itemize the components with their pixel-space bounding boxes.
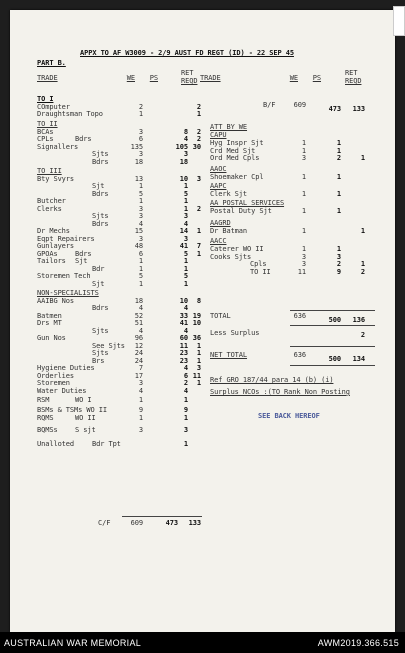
left-row-ps: 14 — [179, 227, 188, 235]
right-row-we: 3 — [301, 260, 306, 268]
left-row-ps: 1 — [183, 257, 188, 265]
col-ret-right: RET — [345, 69, 358, 77]
left-row-we: 15 — [134, 227, 143, 235]
left-row-rank: Sjts — [92, 326, 109, 335]
right-row-we: 1 — [301, 190, 306, 198]
left-row-ps: 11 — [179, 341, 188, 350]
right-row-label: Ord Med Cpls — [210, 154, 260, 162]
left-row-ps: 23 — [179, 356, 188, 365]
col-we: WE — [126, 74, 135, 82]
left-row-ret: 2 — [196, 135, 201, 143]
right-total-label: TOTAL — [210, 312, 231, 320]
left-row-we: 3 — [138, 426, 143, 434]
left-row-ps: 1 — [183, 414, 188, 422]
left-row-we: 52 — [134, 311, 143, 320]
left-row-ret: 10 — [192, 319, 201, 327]
left-row-label: Gun Nos — [37, 334, 66, 342]
left-row-label: CPLs — [37, 135, 54, 143]
net-total-ps: 500 — [328, 355, 341, 363]
left-row-we: 1 — [138, 414, 143, 422]
left-row-ps: 1 — [183, 396, 188, 404]
left-row-label: BQMSs — [37, 426, 58, 434]
left-row-label: COmputer — [37, 102, 70, 111]
left-row-label: Hygiene Duties — [37, 364, 95, 372]
left-row-we: 9 — [138, 406, 143, 414]
less-surplus-label: Less Surplus — [210, 329, 260, 337]
right-row-ps: 1 — [336, 173, 341, 181]
left-row-we: 3 — [138, 204, 143, 213]
less-surplus-ret: 2 — [360, 331, 365, 339]
left-row-label: Tailors — [37, 257, 66, 265]
left-row-we: 3 — [138, 127, 143, 136]
right-row-we: 1 — [301, 206, 306, 215]
right-bf-ps: 473 — [328, 105, 341, 113]
left-row-we: 6 — [138, 249, 143, 258]
right-row-we: 1 — [301, 245, 306, 253]
left-row-ret: 19 — [192, 311, 201, 320]
left-row-ret: 11 — [192, 371, 201, 380]
right-row-ret: 1 — [360, 154, 365, 162]
left-row-label: GPOAs — [37, 249, 58, 258]
right-row-ps: 1 — [336, 146, 341, 155]
right-bf-label: B/F — [263, 101, 276, 109]
left-row-rank: Bdrs — [92, 219, 109, 228]
right-row-we: 3 — [301, 154, 306, 162]
left-row-we: 1 — [138, 110, 143, 118]
left-row-ps: 5 — [183, 272, 188, 280]
left-row-we: 4 — [138, 326, 143, 335]
left-row-we: 3 — [138, 212, 143, 220]
footer-accession-number: AWM2019.366.515 — [317, 638, 399, 648]
left-row-label: Drs MT — [37, 319, 62, 327]
left-row-ps: 4 — [183, 219, 188, 228]
right-row-ps: 1 — [336, 245, 341, 253]
right-row-we: 1 — [301, 227, 306, 235]
net-total-rule-2 — [290, 365, 375, 366]
left-row-label: Eqpt Repairers — [37, 234, 95, 243]
left-row-rank: Bdr Tpt — [92, 440, 121, 448]
right-row-we: 11 — [297, 267, 306, 276]
col-we-right: WE — [289, 74, 298, 82]
left-row-ps: 3 — [183, 212, 188, 220]
left-row-label: RQMS — [37, 414, 54, 422]
left-row-ps: 9 — [183, 406, 188, 414]
right-row-ps: 2 — [336, 260, 341, 268]
right-row-label: Postal Duty Sjt — [210, 206, 272, 215]
left-row-rank: Sjt — [92, 182, 105, 190]
left-row-label: BSMs & TSMs WO II — [37, 406, 107, 414]
left-row-ps: 1 — [183, 279, 188, 288]
col-trade: TRADE — [37, 74, 58, 82]
right-row-ret: 1 — [360, 227, 365, 235]
left-row-ps: 1 — [183, 182, 188, 190]
col-ps-right: PS — [312, 74, 321, 82]
left-row-label: Clerks — [37, 204, 62, 213]
left-row-ret: 3 — [196, 174, 201, 183]
left-row-ps: 23 — [179, 349, 188, 357]
right-row-ret: 2 — [360, 267, 365, 276]
right-row-we: 1 — [301, 139, 306, 147]
left-row-ps: 1 — [183, 204, 188, 213]
catalogue-tag — [393, 6, 405, 36]
left-row-ps: 8 — [183, 127, 188, 136]
left-row-we: 48 — [134, 242, 143, 250]
left-row-rank: Bdrs — [75, 135, 92, 143]
left-row-label: Orderlies — [37, 371, 75, 380]
left-row-ret: 1 — [196, 341, 201, 350]
left-row-we: 18 — [134, 157, 143, 166]
document-page — [10, 10, 395, 632]
left-row-label: Gunlayers — [37, 242, 75, 250]
left-row-we: 1 — [138, 264, 143, 273]
left-row-we: 135 — [130, 142, 143, 151]
left-row-label: NON-SPECIALISTS — [37, 289, 99, 297]
right-row-label: Cpls — [250, 260, 267, 268]
left-row-ps: 33 — [179, 311, 188, 320]
left-total-ps: 473 — [165, 519, 178, 527]
left-row-label: Storemen Tech — [37, 272, 91, 280]
left-row-label: TO III — [37, 167, 62, 175]
left-row-rank: Sjts — [92, 212, 109, 220]
left-row-label: RSM — [37, 396, 50, 404]
col-reqd-right: REQD — [345, 77, 362, 85]
left-row-ret: 1 — [196, 349, 201, 357]
right-row-label: AAOC — [210, 165, 227, 173]
left-row-we: 4 — [138, 386, 143, 395]
left-row-we: 5 — [138, 189, 143, 198]
left-row-ps: 2 — [183, 379, 188, 387]
col-trade-right: TRADE — [200, 74, 221, 82]
left-row-ps: 41 — [179, 319, 188, 327]
footer-bar — [0, 632, 405, 653]
left-row-we: 7 — [138, 364, 143, 372]
left-row-ps: 4 — [183, 364, 188, 372]
left-row-ps: 4 — [183, 326, 188, 335]
left-row-we: 6 — [138, 135, 143, 143]
right-row-ps: 3 — [336, 252, 341, 261]
left-row-label: BCAs — [37, 127, 54, 136]
right-row-ret: 1 — [360, 260, 365, 268]
right-row-ps: 9 — [336, 267, 341, 276]
left-row-ps: 105 — [175, 142, 188, 151]
left-row-we: 18 — [134, 296, 143, 305]
left-row-rank: Sjt — [75, 257, 88, 265]
right-total-ret: 136 — [352, 316, 365, 324]
document-sheet — [10, 10, 395, 632]
right-row-label: AAPC — [210, 182, 227, 190]
left-row-label: Water Duties — [37, 386, 87, 395]
left-row-ret: 30 — [192, 142, 201, 151]
left-row-we: 12 — [134, 341, 143, 350]
surplus-note: Surplus NCOs :(TO Rank Non Posting — [210, 388, 350, 396]
right-row-label: Dr Batman — [210, 227, 248, 235]
col-ps: PS — [149, 74, 158, 82]
right-row-label: CAPU — [210, 131, 227, 139]
left-row-rank: Bdrs — [75, 249, 92, 258]
left-row-ps: 1 — [183, 197, 188, 205]
left-row-ps: 1 — [183, 264, 188, 273]
left-row-ret: 1 — [196, 249, 201, 258]
left-row-ps: 41 — [179, 242, 188, 250]
left-row-rank: Brs — [92, 356, 105, 365]
left-row-rank: Sjts — [92, 349, 109, 357]
left-row-we: 1 — [138, 257, 143, 265]
left-row-we: 1 — [138, 197, 143, 205]
left-row-ret: 1 — [196, 227, 201, 235]
right-row-ps: 2 — [336, 154, 341, 162]
left-row-label: AAIBG Nos — [37, 296, 75, 305]
left-row-ret: 3 — [196, 364, 201, 372]
left-row-label: Signallers — [37, 142, 79, 151]
left-row-ps: 4 — [183, 304, 188, 312]
right-total-we: 636 — [293, 312, 306, 320]
left-row-we: 3 — [138, 150, 143, 158]
left-row-we: 1 — [138, 396, 143, 404]
left-row-rank: Bdr — [92, 264, 105, 273]
left-row-ps: 5 — [183, 249, 188, 258]
left-row-ret: 7 — [196, 242, 201, 250]
left-row-we: 4 — [138, 219, 143, 228]
right-row-label: ATT BY WE — [210, 123, 248, 131]
left-row-we: 2 — [138, 102, 143, 111]
left-total-ret: 133 — [188, 519, 201, 527]
left-row-rank: Bdrs — [92, 157, 109, 166]
right-row-label: AA POSTAL SERVICES — [210, 199, 285, 207]
left-row-ps: 10 — [179, 174, 188, 183]
left-row-we: 17 — [134, 371, 143, 380]
left-row-ps: 3 — [183, 426, 188, 434]
left-row-we: 1 — [138, 279, 143, 288]
left-row-we: 13 — [134, 174, 143, 183]
right-row-we: 1 — [301, 173, 306, 181]
left-row-ps: 3 — [183, 234, 188, 243]
left-row-we: 3 — [138, 379, 143, 387]
right-row-label: AAGRD — [210, 219, 231, 227]
part-label: PART B. — [37, 59, 66, 67]
left-row-label: Dr Mechs — [37, 227, 70, 235]
right-row-ps: 1 — [336, 139, 341, 147]
left-row-ret: 8 — [196, 296, 201, 305]
left-row-we: 24 — [134, 356, 143, 365]
left-row-we: 3 — [138, 234, 143, 243]
left-row-ps: 5 — [183, 189, 188, 198]
left-row-rank: Sjt — [92, 279, 105, 288]
net-total-we: 636 — [293, 351, 306, 359]
left-row-rank: S sjt — [75, 426, 96, 434]
left-row-we: 24 — [134, 349, 143, 357]
right-bf-ret: 133 — [352, 105, 365, 113]
reference-note: Ref GRO 187/44 para 14 (b) (i) — [210, 376, 334, 384]
right-row-label: Cooks Sjts — [210, 252, 252, 261]
left-total-rule — [122, 516, 202, 517]
left-row-ps: 1 — [183, 440, 188, 448]
left-row-ret: 2 — [196, 204, 201, 213]
left-row-ret: 36 — [192, 334, 201, 342]
footer-institution: AUSTRALIAN WAR MEMORIAL — [4, 638, 142, 648]
left-row-ps: 6 — [183, 371, 188, 380]
document-header: APPX TO AF W3009 - 2/9 AUST FD REGT (ID) - 22 SEP 45 — [80, 49, 294, 57]
right-row-ps: 1 — [336, 190, 341, 198]
left-row-label: Storemen — [37, 379, 70, 387]
col-ret: RET — [181, 69, 194, 77]
left-row-rank: WO II — [75, 414, 96, 422]
left-row-ps: 4 — [183, 135, 188, 143]
col-reqd: REQD — [181, 77, 198, 85]
right-row-label: Clerk Sjt — [210, 190, 248, 198]
left-row-ret: 2 — [196, 102, 201, 111]
left-row-ret: 1 — [196, 356, 201, 365]
left-row-ps: 3 — [183, 150, 188, 158]
right-row-label: Shoemaker Cpl — [210, 173, 264, 181]
left-row-label: Draughtsman Topo — [37, 110, 103, 118]
left-row-we: 51 — [134, 319, 143, 327]
right-total-rule — [290, 310, 375, 311]
net-total-rule — [290, 346, 375, 347]
right-row-label: Hyg Inspr Sjt — [210, 139, 264, 147]
left-row-we: 1 — [138, 182, 143, 190]
right-row-label: Caterer WO II — [210, 245, 264, 253]
right-row-label: AACC — [210, 237, 227, 245]
right-row-ps: 1 — [336, 206, 341, 215]
right-row-label: TO II — [250, 267, 271, 276]
left-row-label: Unalloted — [37, 440, 75, 448]
right-row-we: 1 — [301, 146, 306, 155]
left-row-label: Butcher — [37, 197, 66, 205]
left-row-ps: 18 — [179, 157, 188, 166]
left-row-we: 96 — [134, 334, 143, 342]
left-row-ret: 1 — [196, 379, 201, 387]
net-total-ret: 134 — [352, 355, 365, 363]
left-row-ps: 60 — [179, 334, 188, 342]
net-total-label: NET TOTAL — [210, 351, 248, 359]
right-bf-we: 609 — [293, 101, 306, 109]
left-row-ret: 2 — [196, 127, 201, 136]
left-row-rank: Bdrs — [92, 304, 109, 312]
left-total-we: 609 — [130, 519, 143, 527]
left-row-label: TO I — [37, 95, 54, 103]
left-row-ps: 10 — [179, 296, 188, 305]
left-row-label: Batmen — [37, 311, 62, 320]
right-row-label: Crd Med Sjt — [210, 146, 256, 155]
see-back-stamp: SEE BACK HEREOF — [258, 412, 320, 420]
left-row-ret: 1 — [196, 110, 201, 118]
left-total-label: C/F — [98, 519, 111, 527]
right-row-we: 3 — [301, 252, 306, 261]
left-row-we: 5 — [138, 272, 143, 280]
left-row-ps: 4 — [183, 386, 188, 395]
left-row-rank: Bdrs — [92, 189, 109, 198]
right-total-rule-2 — [290, 325, 375, 326]
left-row-label: TO II — [37, 120, 58, 128]
left-row-rank: WO I — [75, 396, 92, 404]
left-row-label: Bty Svyrs — [37, 174, 75, 183]
left-row-we: 4 — [138, 304, 143, 312]
left-row-rank: See Sjts — [92, 341, 125, 350]
left-row-rank: Sjts — [92, 150, 109, 158]
right-total-ps: 500 — [328, 316, 341, 324]
